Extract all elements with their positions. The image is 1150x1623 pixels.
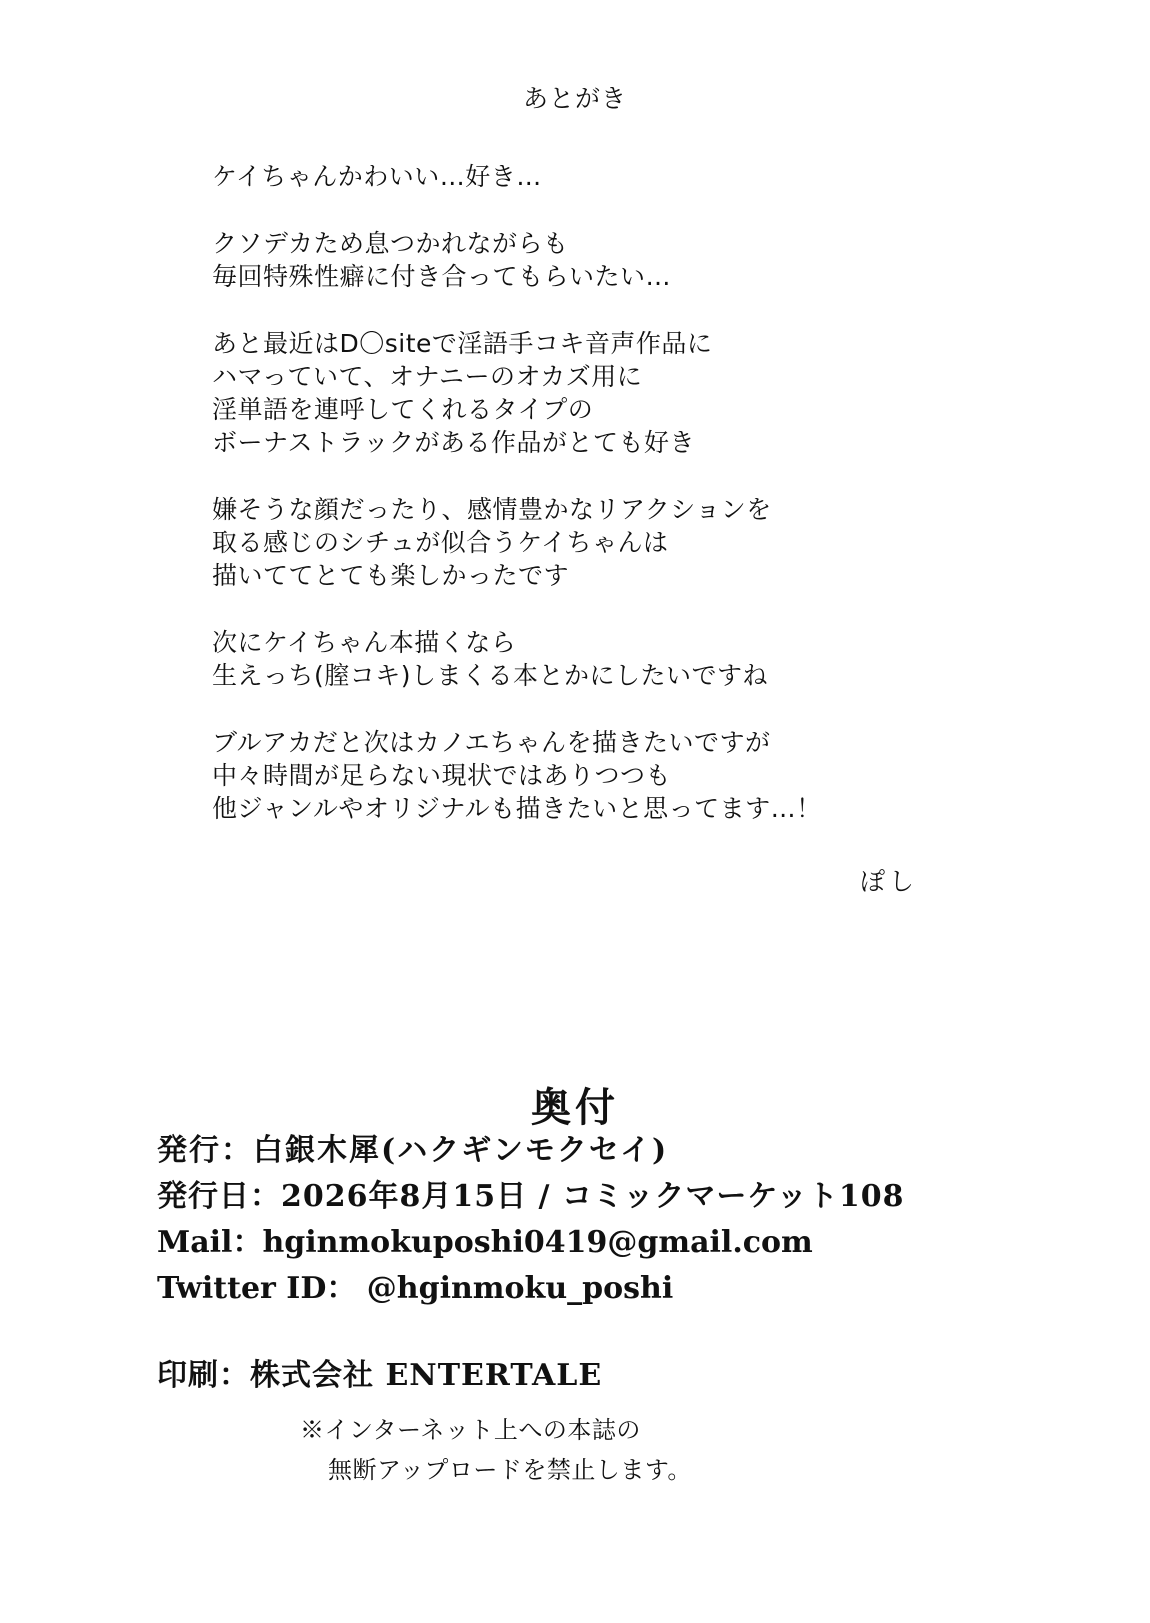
afterword-paragraph bbox=[212, 626, 932, 692]
colophon-title: 奥付 bbox=[531, 1084, 619, 1131]
afterword-line: クソデカため息つかれながらも bbox=[212, 229, 569, 258]
author-signature: ぽし bbox=[860, 867, 919, 896]
colophon-mail: Mail：hginmokuposhi0419@gmail.com bbox=[157, 1225, 813, 1260]
afterword-line: 生えっち(膣コキ)しまくる本とかにしたいですね bbox=[212, 661, 769, 690]
colophon-publisher: 発行：白銀木犀(ハクギンモクセイ) bbox=[157, 1133, 669, 1168]
afterword-paragraph bbox=[212, 493, 932, 592]
afterword-line: ハマっていて、オナニーのオカズ用に bbox=[212, 362, 643, 391]
afterword-line: あと最近はD〇siteで淫語手コキ音声作品に bbox=[212, 329, 713, 358]
colophon-twitter-id: Twitter ID： @hginmoku_poshi bbox=[157, 1271, 674, 1306]
afterword-line: 中々時間が足らない現状ではありつつも bbox=[212, 761, 672, 790]
afterword-line: ケイちゃんかわいい…好き… bbox=[212, 162, 542, 191]
colophon-publish-date: 発行日：2026年8月15日 / コミックマーケット108 bbox=[157, 1179, 905, 1214]
afterword-line: ボーナストラックがある作品がとても好き bbox=[212, 428, 696, 457]
afterword-line: 次にケイちゃん本描くなら bbox=[212, 628, 517, 657]
afterword-line: 毎回特殊性癖に付き合ってもらいたい… bbox=[212, 262, 672, 291]
afterword-paragraph bbox=[212, 327, 932, 459]
afterword-paragraph bbox=[212, 227, 932, 293]
upload-notice bbox=[300, 1410, 860, 1490]
afterword-title: あとがき bbox=[522, 84, 627, 113]
afterword-line: 嫌そうな顔だったり、感情豊かなリアクションを bbox=[212, 495, 772, 524]
afterword-line: 淫単語を連呼してくれるタイプの bbox=[212, 395, 594, 424]
afterword-line: 取る感じのシチュが似合うケイちゃんは bbox=[212, 528, 669, 557]
afterword-line: 他ジャンルやオリジナルも描きたいと思ってます…！ bbox=[212, 794, 822, 823]
notice-line: ※インターネット上への本誌の bbox=[300, 1416, 641, 1444]
afterword-paragraph bbox=[212, 726, 932, 825]
afterword-line: 描いててとても楽しかったです bbox=[212, 561, 570, 590]
colophon-printer: 印刷：株式会社 ENTERTALE bbox=[157, 1358, 603, 1393]
afterword-paragraph bbox=[212, 160, 932, 193]
notice-line: 無断アップロードを禁止します。 bbox=[328, 1456, 692, 1484]
afterword-body bbox=[212, 160, 932, 859]
afterword-line: ブルアカだと次はカノエちゃんを描きたいですが bbox=[212, 728, 771, 757]
